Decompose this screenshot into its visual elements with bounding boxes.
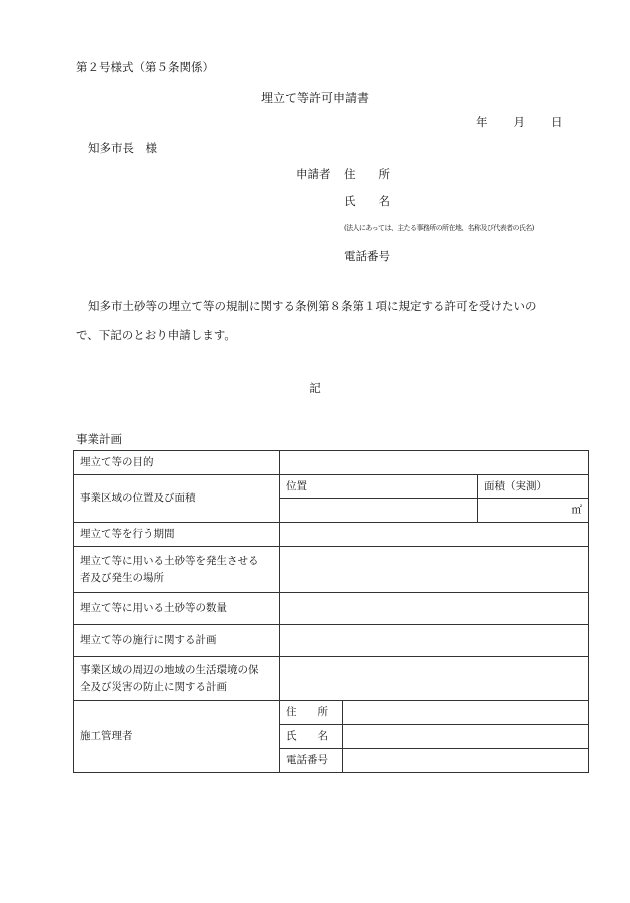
addressee: 知多市長 様 <box>88 141 157 155</box>
manager-phone-input[interactable] <box>343 749 589 773</box>
date-day: 日 <box>551 115 563 129</box>
corporate-note: (法人にあっては、主たる事務所の所在地、名称及び代表者の氏名) <box>344 224 534 232</box>
date-month: 月 <box>513 115 525 129</box>
applicant-address-label: 住 所 <box>344 167 390 181</box>
manager-label: 施工管理者 <box>74 701 280 773</box>
manager-name-label: 氏 名 <box>280 725 343 749</box>
applicant-name-label: 氏 名 <box>344 194 390 208</box>
origin-label-line1: 埋立て等に用いる土砂等を発生させる <box>80 554 259 567</box>
applicant-phone-label: 電話番号 <box>344 249 390 263</box>
environment-plan-line1: 事業区域の周辺の地域の生活環境の保 <box>80 663 259 676</box>
origin-label <box>74 547 280 593</box>
applicant-label: 申請者 <box>296 167 331 181</box>
body-text-line1: 知多市土砂等の埋立て等の規制に関する条例第８条第１項に規定する許可を受けたいの <box>88 299 537 313</box>
page-title: 埋立て等許可申請書 <box>260 91 369 105</box>
environment-plan-label <box>74 657 280 701</box>
form-number: 第２号様式（第５条関係） <box>76 60 214 74</box>
date-line <box>476 117 563 129</box>
purpose-label: 埋立て等の目的 <box>74 451 280 475</box>
construction-plan-input[interactable] <box>280 625 589 657</box>
area-input[interactable] <box>478 499 589 523</box>
quantity-input[interactable] <box>280 593 589 625</box>
body-text-line2: で、下記のとおり申請します。 <box>76 328 236 342</box>
plan-heading: 事業計画 <box>76 432 122 446</box>
business-plan-table <box>73 450 589 773</box>
area-header: 面積（実測） <box>478 475 589 499</box>
manager-name-input[interactable] <box>343 725 589 749</box>
area-unit: ㎡ <box>571 504 583 516</box>
quantity-label: 埋立て等に用いる土砂等の数量 <box>74 593 280 625</box>
construction-plan-label: 埋立て等の施行に関する計画 <box>74 625 280 657</box>
environment-plan-line2: 全及び災害の防止に関する計画 <box>80 680 227 693</box>
period-label: 埋立て等を行う期間 <box>74 523 280 547</box>
location-input[interactable] <box>280 499 478 523</box>
manager-phone-label: 電話番号 <box>280 749 343 773</box>
location-header: 位置 <box>280 475 478 499</box>
ki-heading: 記 <box>309 381 321 395</box>
period-input[interactable] <box>280 523 589 547</box>
environment-plan-input[interactable] <box>280 657 589 701</box>
manager-address-label: 住 所 <box>280 701 343 725</box>
origin-input[interactable] <box>280 547 589 593</box>
purpose-input[interactable] <box>280 451 589 475</box>
origin-label-line2: 者及び発生の場所 <box>80 571 164 584</box>
location-area-label: 事業区域の位置及び面積 <box>74 475 280 523</box>
manager-address-input[interactable] <box>343 701 589 725</box>
date-year: 年 <box>476 115 488 129</box>
